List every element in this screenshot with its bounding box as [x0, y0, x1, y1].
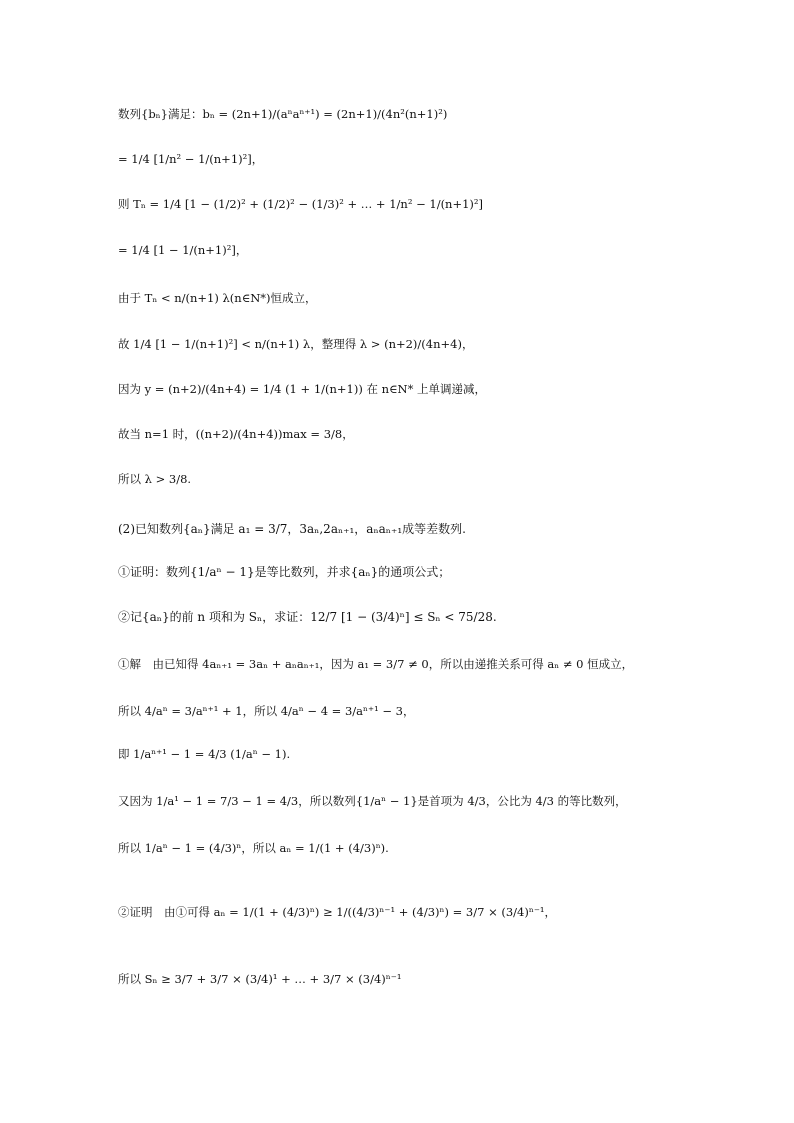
solution-line: ①解 由已知得 4aₙ₊₁ = 3aₙ + aₙaₙ₊₁，因为 a₁ = 3/7 ≠ 0，所以由递推关系可得 aₙ ≠ 0 恒成立，: [118, 657, 634, 671]
text-line: 由于 Tₙ < n/(n+1) λ(n∈N*)恒成立，: [118, 291, 317, 305]
solution-line: 所以 1/aⁿ − 1 = (4/3)ⁿ，所以 aₙ = 1/(1 + (4/3)ⁿ).: [118, 841, 389, 855]
question-line: ①证明：数列{1/aⁿ − 1}是等比数列，并求{aₙ}的通项公式；: [118, 565, 451, 579]
proof-line: ②证明 由①可得 aₙ = 1/(1 + (4/3)ⁿ) ≥ 1/((4/3)ⁿ⁻¹ + (4/3)ⁿ) = 3/7 × (3/4)ⁿ⁻¹，: [118, 905, 557, 919]
proof-line: 所以 Sₙ ≥ 3/7 + 3/7 × (3/4)¹ + … + 3/7 × (3/4)ⁿ⁻¹: [118, 972, 402, 986]
solution-line: 即 1/aⁿ⁺¹ − 1 = 4/3 (1/aⁿ − 1).: [118, 747, 291, 761]
text-line: 所以 λ > 3/8.: [118, 472, 192, 486]
text-line: 则 Tₙ = 1/4 [1 − (1/2)² + (1/2)² − (1/3)² + … + 1/n² − 1/(n+1)²]: [118, 197, 483, 211]
text-line: 故当 n=1 时，((n+2)/(4n+4))max = 3/8，: [118, 427, 354, 441]
text-line: = 1/4 [1 − 1/(n+1)²]，: [118, 243, 248, 257]
question-line: ②记{aₙ}的前 n 项和为 Sₙ，求证：12/7 [1 − (3/4)ⁿ] ≤ Sₙ < 75/28.: [118, 610, 497, 624]
question-line: (2)已知数列{aₙ}满足 a₁ = 3/7，3aₙ,2aₙ₊₁，aₙaₙ₊₁成等差数列.: [118, 522, 466, 536]
text-line: 故 1/4 [1 − 1/(n+1)²] < n/(n+1) λ，整理得 λ > (n+2)/(4n+4)，: [118, 337, 474, 351]
solution-line: 所以 4/aⁿ = 3/aⁿ⁺¹ + 1，所以 4/aⁿ − 4 = 3/aⁿ⁺¹ − 3，: [118, 704, 415, 718]
solution-line: 又因为 1/a¹ − 1 = 7/3 − 1 = 4/3，所以数列{1/aⁿ − 1}是首项为 4/3，公比为 4/3 的等比数列，: [118, 794, 627, 808]
text-line: 数列{bₙ}满足：bₙ = (2n+1)/(aⁿaⁿ⁺¹) = (2n+1)/(4n²(n+1)²): [118, 107, 448, 121]
text-line: 因为 y = (n+2)/(4n+4) = 1/4 (1 + 1/(n+1)) 在 n∈N* 上单调递减，: [118, 382, 487, 396]
text-line: = 1/4 [1/n² − 1/(n+1)²]，: [118, 152, 264, 166]
